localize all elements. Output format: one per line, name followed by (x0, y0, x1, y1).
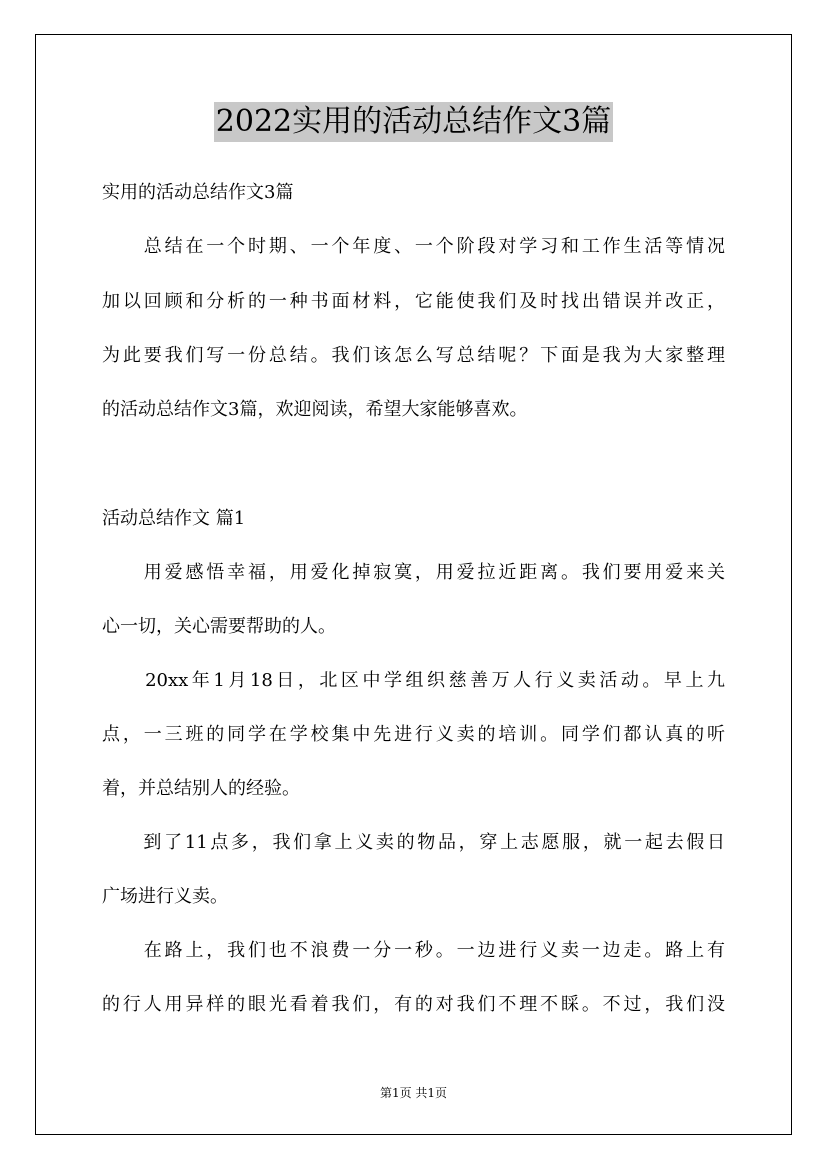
body-line: 心一切，关心需要帮助的人。 (102, 616, 336, 637)
intro-line: 的活动总结作文3篇，欢迎阅读，希望大家能够喜欢。 (102, 399, 528, 420)
intro-line: 加以回顾和分析的一种书面材料，它能使我们及时找出错误并改正， (102, 291, 725, 312)
body-line: 20xx年1月18日，北区中学组织慈善万人行义卖活动。早上九 (102, 670, 725, 691)
intro-line: 总结在一个时期、一个年度、一个阶段对学习和工作生活等情况 (102, 236, 725, 257)
body-line: 在路上，我们也不浪费一分一秒。一边进行义卖一边走。路上有 (102, 940, 725, 961)
body-line: 点，一三班的同学在学校集中先进行义卖的培训。同学们都认真的听 (102, 724, 725, 745)
body-line: 的行人用异样的眼光看着我们，有的对我们不理不睬。不过，我们没 (102, 994, 725, 1015)
body-line: 用爱感悟幸福，用爱化掉寂寞，用爱拉近距离。我们要用爱来关 (102, 562, 725, 583)
intro-line: 为此要我们写一份总结。我们该怎么写总结呢？下面是我为大家整理 (102, 345, 725, 366)
body-line: 广场进行义卖。 (102, 886, 228, 907)
body-line: 到了11点多，我们拿上义卖的物品，穿上志愿服，就一起去假日 (102, 832, 725, 853)
body-line: 着，并总结别人的经验。 (102, 778, 300, 799)
document-subtitle: 实用的活动总结作文3篇 (102, 182, 294, 203)
title-wrap (0, 102, 827, 142)
page-footer: 第1页 共1页 (379, 1086, 448, 1100)
document-title: 2022实用的活动总结作文3篇 (214, 102, 613, 142)
section-heading: 活动总结作文 篇1 (102, 508, 246, 529)
